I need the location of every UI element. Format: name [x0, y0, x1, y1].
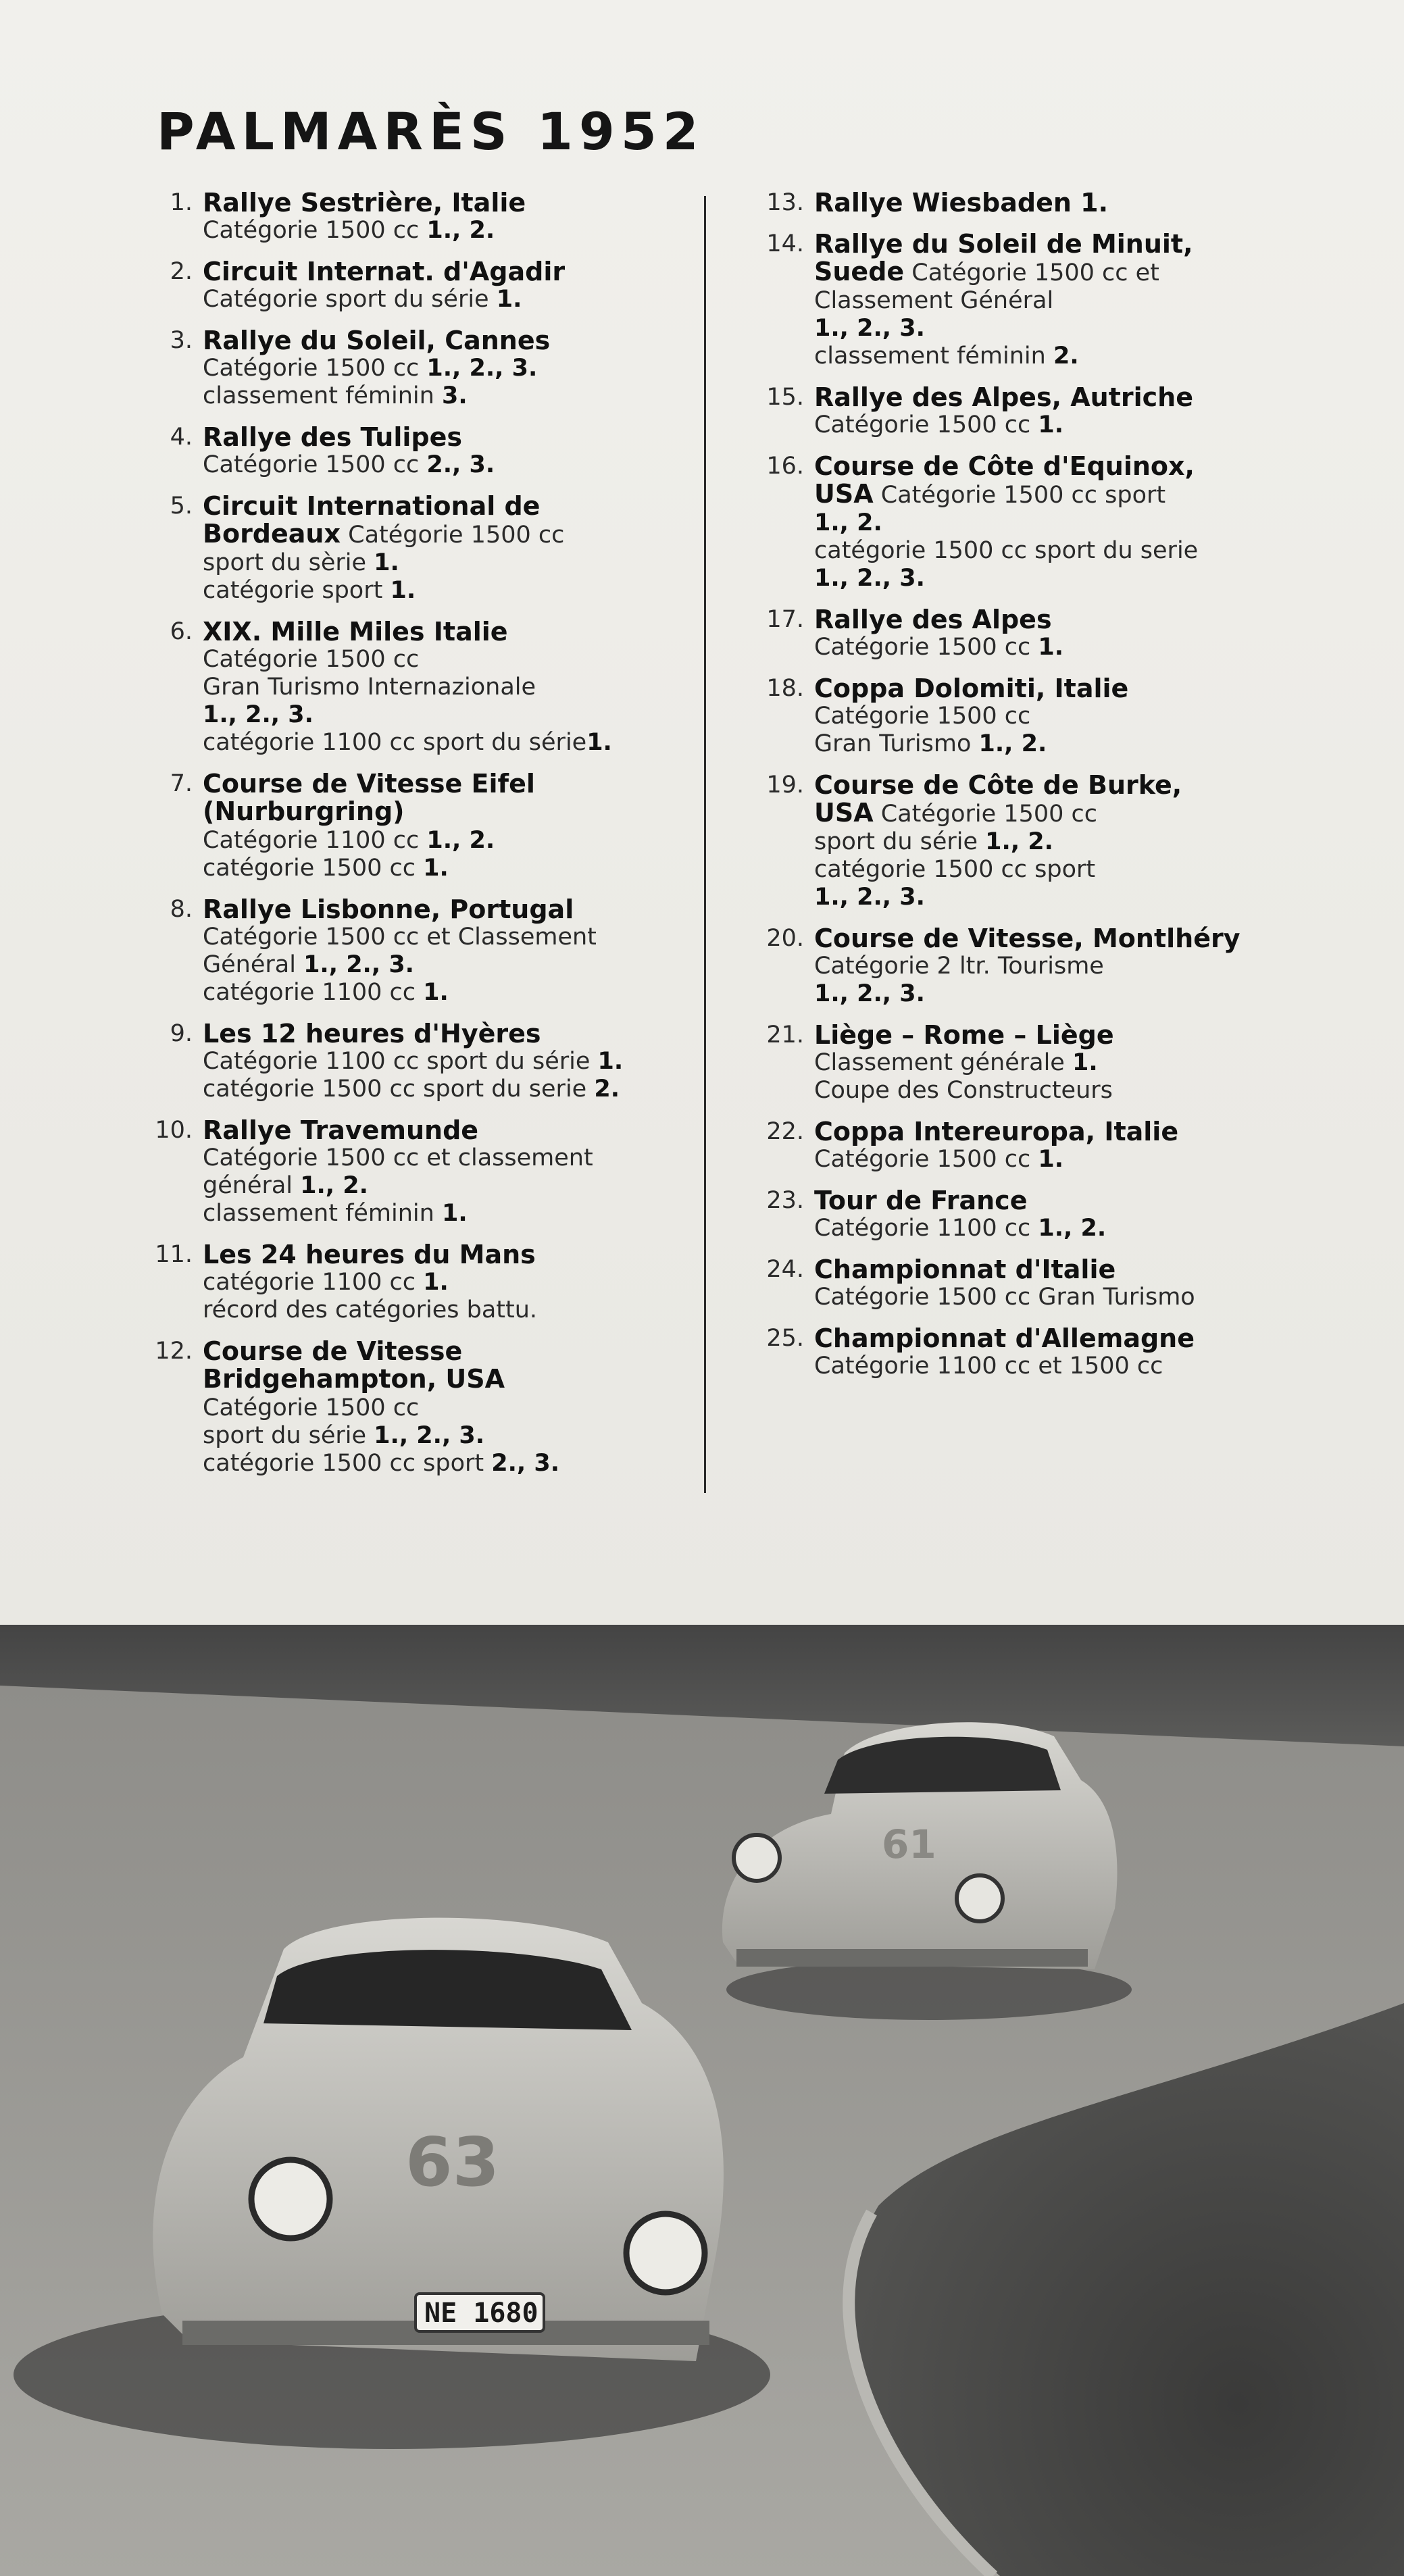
entry-number: 5. — [170, 493, 193, 520]
front-car-number: 63 — [405, 2123, 500, 2202]
entry-detail-line — [203, 1365, 686, 1394]
category-text: Classement générale — [814, 1049, 1072, 1076]
event-name: Course de Côte de Burke, — [814, 770, 1182, 800]
event-name: XIX. Mille Miles Italie — [203, 617, 508, 647]
placings: 1. — [423, 1269, 449, 1296]
category-text: Catégorie 1500 cc — [341, 522, 565, 549]
category-text: Catégorie 1500 cc — [203, 355, 427, 382]
entry-detail-line — [814, 634, 1345, 661]
event-name: Championnat d'Allemagne — [814, 1323, 1195, 1353]
entry-detail-line — [203, 1422, 686, 1450]
entry-number: 8. — [170, 896, 193, 923]
entry-detail-line — [814, 258, 1345, 287]
entry-detail-line — [203, 1048, 686, 1076]
result-entry — [757, 1187, 1345, 1242]
category-text: Catégorie 1500 cc — [203, 1394, 420, 1421]
entry-detail-line — [814, 730, 1345, 758]
result-entry — [757, 189, 1345, 217]
category-text: Catégorie 1500 cc — [203, 646, 420, 673]
result-entry — [757, 925, 1345, 1008]
entry-detail-line — [203, 827, 686, 855]
placings: 3. — [441, 382, 468, 409]
event-name: Rallye des Tulipes — [203, 422, 462, 452]
placings: 1., 2. — [426, 827, 495, 854]
entry-detail-line — [203, 701, 686, 729]
result-entry — [757, 1021, 1345, 1105]
event-name-continued: Bridgehampton, USA — [203, 1364, 505, 1394]
result-entry — [145, 1117, 686, 1228]
entry-detail-line — [203, 1450, 686, 1478]
entry-detail-line — [814, 411, 1345, 439]
entry-detail-line — [203, 979, 686, 1007]
event-name: Liège – Rome – Liège — [814, 1020, 1114, 1050]
event-name: Course de Vitesse — [203, 1336, 463, 1366]
entry-number: 21. — [766, 1021, 804, 1049]
entry-detail-line — [814, 799, 1345, 828]
placings: 1., 2., 3. — [374, 1422, 485, 1449]
category-text: Catégorie 1500 cc — [814, 634, 1038, 661]
event-name: Rallye Wiesbaden 1. — [814, 188, 1109, 218]
entry-detail-line — [203, 1076, 686, 1103]
event-name: Coppa Intereuropa, Italie — [814, 1117, 1179, 1146]
category-text: catégorie 1500 cc — [203, 855, 424, 882]
category-text: catégorie 1500 cc sport — [203, 1450, 492, 1477]
placings: 1., 2. — [426, 217, 495, 244]
event-name: Rallye des Alpes — [814, 605, 1052, 634]
entry-detail-line — [203, 382, 686, 410]
result-entry — [145, 1020, 686, 1103]
result-entry — [145, 770, 686, 882]
entry-detail-line — [203, 1296, 686, 1324]
result-entry — [757, 675, 1345, 758]
category-text: Catégorie 1100 cc et 1500 cc — [814, 1353, 1163, 1380]
placings: 1., 2., 3. — [814, 315, 925, 342]
placings: 1. — [1072, 1049, 1098, 1076]
entry-detail-line — [203, 1144, 686, 1172]
result-entry — [145, 424, 686, 479]
result-entry — [757, 384, 1345, 439]
category-text: catégorie 1500 cc sport — [814, 856, 1096, 883]
entry-detail-line — [814, 1353, 1345, 1380]
event-name: Les 24 heures du Mans — [203, 1240, 536, 1269]
event-name: Les 12 heures d'Hyères — [203, 1019, 541, 1049]
category-text: catégorie 1500 cc sport du serie — [203, 1076, 595, 1103]
category-text: général — [203, 1172, 301, 1199]
placings: 2. — [1053, 343, 1079, 370]
placings: 1. — [586, 729, 612, 756]
entry-detail-line — [814, 884, 1345, 911]
entry-detail-line — [203, 549, 686, 577]
placings: 1., 2. — [985, 828, 1053, 855]
event-name: Course de Vitesse Eifel — [203, 769, 535, 799]
entry-number: 11. — [155, 1241, 193, 1268]
entry-detail-line — [814, 856, 1345, 884]
entry-detail-line — [203, 729, 686, 757]
entry-detail-line — [203, 1394, 686, 1422]
entry-detail-line — [203, 577, 686, 605]
placings: 1. — [597, 1048, 624, 1075]
entry-detail-line — [814, 1284, 1345, 1311]
entry-detail-line — [203, 798, 686, 827]
category-text: Catégorie 1500 cc — [814, 703, 1031, 730]
results-column-right — [757, 189, 1345, 1394]
entry-number: 18. — [766, 675, 804, 702]
result-entry — [145, 1241, 686, 1324]
result-entry — [757, 453, 1345, 592]
entry-detail-line — [203, 1172, 686, 1200]
event-name-continued: Suede — [814, 257, 905, 286]
entry-number: 4. — [170, 424, 193, 451]
placings: 1. — [1038, 1146, 1064, 1173]
category-text: Gran Turismo Internazionale — [203, 674, 536, 701]
event-name: Rallye Sestrière, Italie — [203, 188, 526, 218]
placings: 1. — [374, 549, 399, 576]
entry-number: 20. — [766, 925, 804, 952]
category-text: classement féminin — [203, 1200, 442, 1227]
entry-detail-line — [814, 287, 1345, 315]
entry-number: 3. — [170, 327, 193, 354]
entry-detail-line — [814, 1077, 1345, 1105]
placings: 1. — [423, 979, 449, 1006]
category-text: Général — [203, 951, 304, 978]
entry-detail-line — [203, 1200, 686, 1228]
event-name: Championnat d'Italie — [814, 1255, 1116, 1284]
category-text: Coupe des Constructeurs — [814, 1077, 1113, 1104]
result-entry — [145, 618, 686, 757]
entry-detail-line — [814, 828, 1345, 856]
event-name: Coppa Dolomiti, Italie — [814, 674, 1129, 703]
category-text: Catégorie 1500 cc — [203, 451, 427, 478]
entry-number: 13. — [766, 189, 804, 216]
category-text: Catégorie 1500 cc et — [904, 259, 1159, 286]
placings: 1., 2., 3. — [814, 884, 925, 911]
event-name: Circuit Internat. d'Agadir — [203, 257, 566, 286]
entry-detail-line — [814, 480, 1345, 509]
entry-number: 1. — [170, 189, 193, 216]
entry-detail-line — [203, 355, 686, 382]
entry-number: 14. — [766, 230, 804, 257]
entry-number: 7. — [170, 770, 193, 797]
category-text: Catégorie 1100 cc sport du série — [203, 1048, 598, 1075]
event-name: Course de Vitesse, Montlhéry — [814, 924, 1240, 953]
placings: 2., 3. — [426, 451, 495, 478]
entry-detail-line — [203, 646, 686, 674]
column-divider — [704, 196, 706, 1493]
racing-photo — [0, 1625, 1404, 2576]
category-text: Catégorie 1500 cc — [814, 411, 1038, 438]
category-text: sport du série — [203, 1422, 374, 1449]
entry-detail-line — [814, 1215, 1345, 1242]
entry-number: 6. — [170, 618, 193, 645]
entry-detail-line — [203, 451, 686, 479]
category-text: catégorie 1100 cc — [203, 979, 424, 1006]
entry-detail-line — [203, 855, 686, 882]
result-entry — [757, 1325, 1345, 1380]
entry-detail-line — [203, 520, 686, 549]
result-entry — [145, 258, 686, 313]
entry-detail-line — [814, 565, 1345, 592]
entry-detail-line — [814, 509, 1345, 537]
entry-number: 19. — [766, 772, 804, 799]
entry-detail-line — [814, 703, 1345, 730]
result-entry — [145, 896, 686, 1007]
placings: 1., 2. — [300, 1172, 368, 1199]
event-name: Rallye du Soleil de Minuit, — [814, 229, 1193, 259]
results-column-left — [145, 189, 686, 1491]
rear-car-number: 61 — [882, 1821, 936, 1867]
category-text: Catégorie 1500 cc et classement — [203, 1144, 593, 1171]
placings: 1. — [441, 1200, 468, 1227]
entry-detail-line — [814, 315, 1345, 343]
result-entry — [757, 606, 1345, 661]
placings: 1., 2., 3. — [203, 701, 314, 728]
placings: 2., 3. — [491, 1450, 560, 1477]
entry-detail-line — [814, 537, 1345, 565]
placings: 1., 2. — [814, 509, 882, 536]
category-text: sport du série — [814, 828, 986, 855]
event-name-continued: Bordeaux — [203, 519, 341, 549]
page-title: PALMARÈS 1952 — [157, 101, 705, 161]
placings: 2. — [594, 1076, 620, 1103]
entry-detail-line — [203, 951, 686, 979]
entry-number: 15. — [766, 384, 804, 411]
category-text: Catégorie 1500 cc — [814, 1146, 1038, 1173]
result-entry — [145, 189, 686, 245]
entry-number: 25. — [766, 1325, 804, 1352]
event-name-continued: (Nurburgring) — [203, 797, 405, 826]
placings: 1., 2., 3. — [814, 980, 925, 1007]
result-entry — [145, 1338, 686, 1478]
entry-detail-line — [814, 343, 1345, 370]
entry-number: 16. — [766, 453, 804, 480]
category-text: Catégorie sport du série — [203, 286, 497, 313]
category-text: classement féminin — [814, 343, 1053, 370]
result-entry — [757, 1256, 1345, 1311]
entry-number: 17. — [766, 606, 804, 633]
category-text: catégorie 1500 cc sport du serie — [814, 537, 1199, 564]
entry-number: 23. — [766, 1187, 804, 1214]
entry-detail-line — [203, 924, 686, 951]
result-entry — [757, 230, 1345, 370]
entry-number: 2. — [170, 258, 193, 285]
category-text: Catégorie 1500 cc sport — [873, 482, 1166, 509]
entry-number: 12. — [155, 1338, 193, 1365]
entry-number: 22. — [766, 1118, 804, 1145]
category-text: sport du sèrie — [203, 549, 374, 576]
result-entry — [757, 772, 1345, 911]
placings: 1. — [496, 286, 522, 313]
placings: 1. — [390, 577, 416, 604]
entry-detail-line — [814, 1049, 1345, 1077]
entry-detail-line — [203, 1269, 686, 1296]
category-text: Catégorie 1500 cc et Classement — [203, 924, 597, 951]
entry-detail-line — [203, 217, 686, 245]
entry-number: 24. — [766, 1256, 804, 1283]
placings: 1. — [1038, 634, 1064, 661]
category-text: Catégorie 1500 cc — [203, 217, 427, 244]
result-entry — [145, 493, 686, 605]
category-text: Catégorie 1100 cc — [814, 1215, 1038, 1242]
category-text: Catégorie 1500 cc — [873, 801, 1097, 828]
category-text: Catégorie 1100 cc — [203, 827, 427, 854]
placings: 1., 2., 3. — [303, 951, 414, 978]
placings: 1. — [1038, 411, 1064, 438]
category-text: catégorie sport — [203, 577, 391, 604]
category-text: récord des catégories battu. — [203, 1296, 538, 1323]
event-name: Tour de France — [814, 1186, 1028, 1215]
event-name: Rallye Travemunde — [203, 1115, 479, 1145]
entry-detail-line — [203, 286, 686, 313]
placings: 1., 2., 3. — [814, 565, 925, 592]
event-name: Course de Côte d'Equinox, — [814, 451, 1195, 481]
entry-detail-line — [814, 1146, 1345, 1173]
event-name: Rallye Lisbonne, Portugal — [203, 894, 574, 924]
category-text: catégorie 1100 cc sport du série — [203, 729, 587, 756]
placings: 1., 2. — [1038, 1215, 1107, 1242]
placings: 1., 2. — [978, 730, 1047, 757]
entry-detail-line — [814, 980, 1345, 1008]
result-entry — [757, 1118, 1345, 1173]
entry-number: 9. — [170, 1020, 193, 1047]
event-name-continued: USA — [814, 798, 874, 828]
event-name: Circuit International de — [203, 491, 541, 521]
category-text: Catégorie 2 ltr. Tourisme — [814, 953, 1104, 980]
event-name: Rallye des Alpes, Autriche — [814, 382, 1193, 412]
category-text: Gran Turismo — [814, 730, 979, 757]
placings: 1., 2., 3. — [426, 355, 538, 382]
category-text: Classement Général — [814, 287, 1054, 314]
category-text: classement féminin — [203, 382, 442, 409]
placings: 1. — [423, 855, 449, 882]
category-text: catégorie 1100 cc — [203, 1269, 424, 1296]
event-name: Rallye du Soleil, Cannes — [203, 326, 551, 355]
result-entry — [145, 327, 686, 410]
category-text: Catégorie 1500 cc Gran Turismo — [814, 1284, 1195, 1311]
license-plate: NE 1680 — [424, 2298, 538, 2329]
entry-number: 10. — [155, 1117, 193, 1144]
event-name-continued: USA — [814, 479, 874, 509]
entry-detail-line — [814, 953, 1345, 980]
entry-detail-line — [203, 674, 686, 701]
